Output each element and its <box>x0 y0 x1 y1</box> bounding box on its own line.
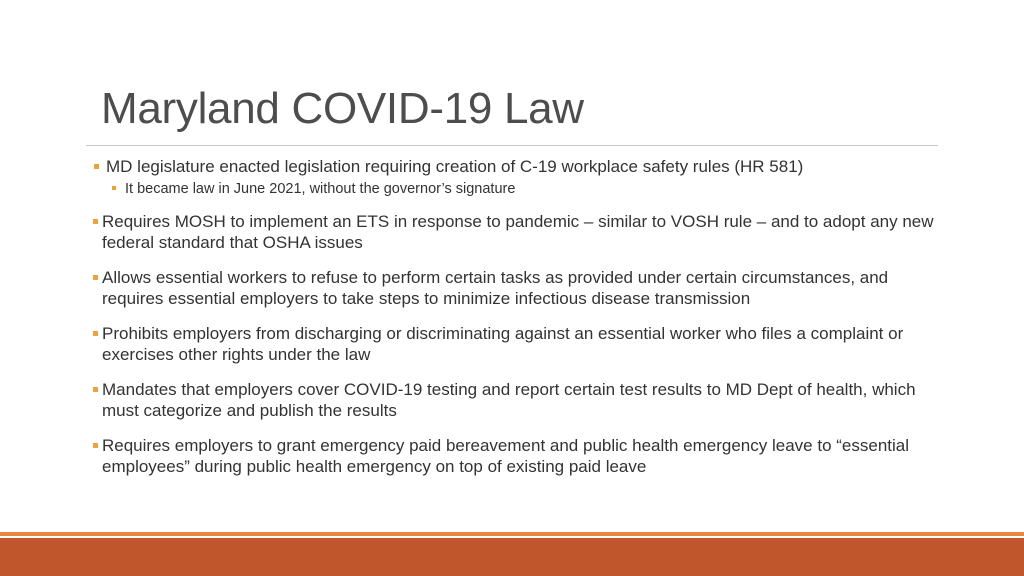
bullet-text: Mandates that employers cover COVID-19 testing and report certain test results to MD Dept of health, which must categorize and publish the results <box>102 380 916 420</box>
bullet-text: Requires MOSH to implement an ETS in response to pandemic – similar to VOSH rule – and to adopt any new federal standard that OSHA issues <box>102 212 934 252</box>
footer-accent-line <box>0 532 1024 536</box>
bullet-item <box>90 156 940 177</box>
square-bullet-icon <box>93 387 98 392</box>
bullet-item <box>90 435 940 477</box>
square-bullet-icon <box>93 275 98 280</box>
sub-bullet-text: It became law in June 2021, without the governor’s signature <box>125 181 516 197</box>
square-bullet-icon <box>94 164 99 169</box>
bullet-item <box>90 379 940 421</box>
square-bullet-icon <box>93 443 98 448</box>
bullet-text: Requires employers to grant emergency paid bereavement and public health emergency leave to “essential employees” during public health emergency on top of existing paid leave <box>102 436 910 476</box>
bullet-item <box>90 211 940 253</box>
bullet-text: MD legislature enacted legislation requiring creation of C-19 workplace safety rules (HR 581) <box>106 157 804 176</box>
bullet-list <box>90 156 940 491</box>
bullet-item <box>90 323 940 365</box>
bullet-text: Allows essential workers to refuse to perform certain tasks as provided under certain circumstances, and requires essential employers to take steps to minimize infectious disease transmission <box>102 268 889 308</box>
square-bullet-icon <box>93 331 98 336</box>
square-bullet-icon <box>112 186 116 190</box>
title-divider <box>86 145 938 146</box>
sub-bullet-item <box>90 180 940 198</box>
slide-title: Maryland COVID-19 Law <box>101 84 584 133</box>
square-bullet-icon <box>93 219 98 224</box>
bullet-item <box>90 267 940 309</box>
bullet-text: Prohibits employers from discharging or discriminating against an essential worker who files a complaint or exercises other rights under the law <box>102 324 904 364</box>
footer-bar <box>0 538 1024 576</box>
